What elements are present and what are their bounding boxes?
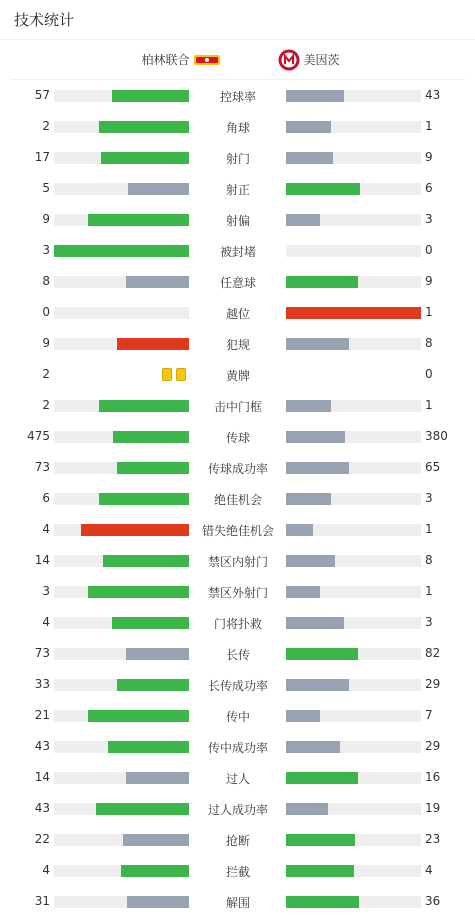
away-stat-bar-fill xyxy=(286,679,349,691)
stat-label: 越位 xyxy=(225,307,250,321)
home-stat-bar xyxy=(54,400,189,412)
stat-row xyxy=(0,80,475,111)
home-stat-value: 2 xyxy=(42,398,50,412)
stat-label: 被封堵 xyxy=(219,245,256,259)
stat-label: 过人成功率 xyxy=(207,803,268,817)
stat-label: 过人 xyxy=(225,772,250,786)
home-stat-bar-fill xyxy=(121,865,189,877)
home-stat-bar-fill xyxy=(54,245,189,257)
away-stat-value: 23 xyxy=(425,832,441,846)
page-title: 技术统计 xyxy=(14,11,75,29)
home-stat-bar-fill xyxy=(127,896,189,908)
stat-row xyxy=(0,173,475,204)
home-stat-value: 3 xyxy=(42,243,50,257)
away-stat-bar-fill xyxy=(286,834,355,846)
away-stat-value: 0 xyxy=(425,367,433,381)
home-stat-bar xyxy=(54,896,189,908)
home-stat-bar xyxy=(54,834,189,846)
stat-label: 门将扑救 xyxy=(213,617,262,631)
away-stat-bar xyxy=(286,152,421,164)
away-stat-bar xyxy=(286,803,421,815)
stat-row xyxy=(0,545,475,576)
stat-label: 长传 xyxy=(225,648,250,662)
home-stat-bar-fill xyxy=(96,803,189,815)
stat-label: 犯规 xyxy=(225,338,250,352)
home-stat-bar-fill xyxy=(126,772,189,784)
away-stat-bar xyxy=(286,307,421,319)
away-stat-bar xyxy=(286,493,421,505)
home-stat-bar-fill xyxy=(117,338,189,350)
stat-label: 射门 xyxy=(225,152,250,166)
home-stat-bar xyxy=(54,493,189,505)
away-stat-bar xyxy=(286,586,421,598)
union-berlin-logo-icon xyxy=(194,54,220,66)
away-stat-bar xyxy=(286,524,421,536)
stat-row xyxy=(0,297,475,328)
away-stat-bar xyxy=(286,462,421,474)
away-stat-bar-fill xyxy=(286,803,328,815)
home-stat-bar xyxy=(54,586,189,598)
home-stat-bar-fill xyxy=(88,710,189,722)
away-stat-bar xyxy=(286,183,421,195)
home-stat-bar-fill xyxy=(99,400,189,412)
away-stat-bar-fill xyxy=(286,276,358,288)
away-stat-value: 0 xyxy=(425,243,433,257)
home-stat-bar xyxy=(54,338,189,350)
away-stat-bar xyxy=(286,617,421,629)
away-stat-bar xyxy=(286,648,421,660)
home-yellow-cards xyxy=(162,368,186,381)
home-stat-bar xyxy=(54,865,189,877)
stat-label: 抢断 xyxy=(225,834,250,848)
away-stat-bar xyxy=(286,214,421,226)
away-stat-value: 380 xyxy=(425,429,448,443)
away-stat-value: 1 xyxy=(425,305,433,319)
mainz-logo-icon xyxy=(278,49,300,71)
away-stat-bar-fill xyxy=(286,896,359,908)
away-stat-value: 65 xyxy=(425,460,441,474)
away-stat-value: 1 xyxy=(425,584,433,598)
away-stat-bar-fill xyxy=(286,772,358,784)
away-stat-bar-fill xyxy=(286,121,331,133)
home-stat-value: 0 xyxy=(42,305,50,319)
stat-label: 长传成功率 xyxy=(207,679,268,693)
home-stat-value: 17 xyxy=(34,150,50,164)
home-stat-bar xyxy=(54,462,189,474)
stat-label: 禁区内射门 xyxy=(207,555,268,569)
stat-label: 控球率 xyxy=(219,90,256,104)
away-stat-bar-fill xyxy=(286,214,320,226)
stats-list xyxy=(0,80,475,919)
away-stat-bar-fill xyxy=(286,555,335,567)
home-stat-bar xyxy=(54,741,189,753)
away-stat-bar xyxy=(286,896,421,908)
away-stat-value: 19 xyxy=(425,801,441,815)
away-stat-value: 8 xyxy=(425,336,433,350)
home-stat-value: 6 xyxy=(42,491,50,505)
home-stat-bar xyxy=(54,648,189,660)
stat-row xyxy=(0,235,475,266)
home-stat-bar xyxy=(54,276,189,288)
stat-row xyxy=(0,514,475,545)
stats-header xyxy=(0,0,475,40)
stat-row xyxy=(0,824,475,855)
stat-label: 传中成功率 xyxy=(207,741,268,755)
home-stat-bar-fill xyxy=(123,834,189,846)
home-stat-bar-fill xyxy=(108,741,189,753)
home-stat-value: 14 xyxy=(34,770,50,784)
home-stat-value: 33 xyxy=(34,677,50,691)
stat-row xyxy=(0,700,475,731)
home-stat-bar xyxy=(54,679,189,691)
yellow-card-icon xyxy=(162,368,172,381)
away-stat-bar-fill xyxy=(286,586,320,598)
home-stat-value: 9 xyxy=(42,336,50,350)
home-stat-value: 475 xyxy=(27,429,50,443)
stat-row xyxy=(0,793,475,824)
home-stat-bar xyxy=(54,307,189,319)
stat-row xyxy=(0,328,475,359)
away-stat-value: 3 xyxy=(425,491,433,505)
home-stat-bar-fill xyxy=(99,121,189,133)
home-stat-bar-fill xyxy=(88,586,189,598)
away-stat-value: 82 xyxy=(425,646,441,660)
home-stat-value: 4 xyxy=(42,863,50,877)
home-stat-value: 22 xyxy=(34,832,50,846)
stat-row xyxy=(0,266,475,297)
home-stat-value: 21 xyxy=(34,708,50,722)
stat-row xyxy=(0,421,475,452)
stat-label: 击中门框 xyxy=(213,400,262,414)
home-stat-value: 8 xyxy=(42,274,50,288)
away-stat-value: 3 xyxy=(425,212,433,226)
home-stat-bar xyxy=(54,90,189,102)
home-team-name: 柏林联合 xyxy=(141,53,190,67)
stat-label: 黄牌 xyxy=(225,369,250,383)
home-stat-value: 43 xyxy=(34,801,50,815)
away-stat-bar-fill xyxy=(286,865,354,877)
away-stat-value: 1 xyxy=(425,119,433,133)
stat-label: 传中 xyxy=(225,710,250,724)
home-stat-bar xyxy=(54,214,189,226)
away-team-name: 美因茨 xyxy=(303,53,340,67)
home-stat-bar xyxy=(54,152,189,164)
away-stat-bar xyxy=(286,400,421,412)
away-stat-bar xyxy=(286,338,421,350)
home-stat-bar xyxy=(54,772,189,784)
home-stat-bar xyxy=(54,245,189,257)
away-stat-value: 43 xyxy=(425,88,441,102)
away-stat-bar-fill xyxy=(286,90,344,102)
stat-label: 传球成功率 xyxy=(207,462,268,476)
stat-row xyxy=(0,452,475,483)
stat-label: 任意球 xyxy=(219,276,256,290)
away-stat-bar-fill xyxy=(286,152,333,164)
stat-label: 绝佳机会 xyxy=(213,493,262,507)
home-stat-value: 43 xyxy=(34,739,50,753)
home-stat-bar-fill xyxy=(117,679,189,691)
stat-row xyxy=(0,576,475,607)
stat-label: 射偏 xyxy=(225,214,250,228)
home-stat-bar xyxy=(54,183,189,195)
home-stat-bar-fill xyxy=(112,617,189,629)
home-stat-value: 14 xyxy=(34,553,50,567)
home-stat-bar xyxy=(54,431,189,443)
stat-row xyxy=(0,142,475,173)
away-stat-bar-fill xyxy=(286,524,313,536)
away-stat-value: 7 xyxy=(425,708,433,722)
away-stat-value: 9 xyxy=(425,150,433,164)
home-stat-bar-fill xyxy=(113,431,189,443)
stat-label: 角球 xyxy=(225,121,250,135)
home-stat-bar xyxy=(54,555,189,567)
yellow-card-icon xyxy=(176,368,186,381)
stat-label: 传球 xyxy=(225,431,250,445)
home-stat-bar-fill xyxy=(112,90,189,102)
home-stat-bar xyxy=(54,121,189,133)
away-stat-bar-fill xyxy=(286,617,344,629)
away-stat-bar-fill xyxy=(286,431,345,443)
home-stat-value: 57 xyxy=(34,88,50,102)
stat-row xyxy=(0,607,475,638)
home-stat-value: 31 xyxy=(34,894,50,908)
stat-row xyxy=(0,638,475,669)
away-stat-bar-fill xyxy=(286,183,360,195)
home-stat-bar-fill xyxy=(99,493,189,505)
away-stat-bar-fill xyxy=(286,493,331,505)
stat-row xyxy=(0,855,475,886)
away-stat-bar xyxy=(286,741,421,753)
stat-row xyxy=(0,731,475,762)
away-stat-value: 29 xyxy=(425,739,441,753)
away-stat-bar xyxy=(286,245,421,257)
home-stat-bar-fill xyxy=(126,276,189,288)
stat-label: 错失绝佳机会 xyxy=(201,524,274,538)
teams-row xyxy=(10,40,465,80)
away-stat-value: 9 xyxy=(425,274,433,288)
away-stat-bar-fill xyxy=(286,338,349,350)
away-stat-value: 29 xyxy=(425,677,441,691)
away-stat-bar xyxy=(286,865,421,877)
away-stat-bar xyxy=(286,276,421,288)
home-stat-value: 73 xyxy=(34,646,50,660)
home-stat-value: 2 xyxy=(42,119,50,133)
home-team[interactable] xyxy=(10,51,238,68)
stat-row xyxy=(0,483,475,514)
stat-label: 拦截 xyxy=(225,865,250,879)
away-stat-bar xyxy=(286,772,421,784)
away-stat-value: 6 xyxy=(425,181,433,195)
stat-row xyxy=(0,669,475,700)
away-stat-value: 3 xyxy=(425,615,433,629)
away-stat-bar-fill xyxy=(286,741,340,753)
stat-row xyxy=(0,204,475,235)
home-stat-bar xyxy=(54,803,189,815)
away-stat-bar-fill xyxy=(286,710,320,722)
away-stat-value: 16 xyxy=(425,770,441,784)
home-stat-value: 3 xyxy=(42,584,50,598)
away-stat-bar xyxy=(286,834,421,846)
away-stat-bar xyxy=(286,679,421,691)
away-stat-bar-fill xyxy=(286,462,349,474)
home-stat-bar-fill xyxy=(88,214,189,226)
away-stat-value: 4 xyxy=(425,863,433,877)
home-stat-value: 9 xyxy=(42,212,50,226)
home-stat-bar-fill xyxy=(128,183,189,195)
away-stat-value: 1 xyxy=(425,522,433,536)
home-stat-value: 5 xyxy=(42,181,50,195)
away-team[interactable] xyxy=(238,49,466,71)
home-stat-bar xyxy=(54,617,189,629)
stat-row xyxy=(0,390,475,421)
home-stat-value: 73 xyxy=(34,460,50,474)
home-stat-value: 4 xyxy=(42,615,50,629)
home-stat-bar-fill xyxy=(101,152,189,164)
away-stat-bar xyxy=(286,431,421,443)
away-stat-bar-fill xyxy=(286,400,331,412)
away-stat-bar-fill xyxy=(286,307,421,319)
stat-label: 射正 xyxy=(225,183,250,197)
stat-row xyxy=(0,762,475,793)
home-stat-bar xyxy=(54,524,189,536)
away-stat-bar xyxy=(286,90,421,102)
home-stat-bar-fill xyxy=(81,524,189,536)
away-stat-bar xyxy=(286,555,421,567)
stat-row xyxy=(0,886,475,917)
home-stat-value: 2 xyxy=(42,367,50,381)
stat-label: 解围 xyxy=(225,896,250,910)
away-stat-bar-fill xyxy=(286,648,358,660)
home-stat-bar-fill xyxy=(126,648,189,660)
stat-label: 禁区外射门 xyxy=(207,586,268,600)
away-stat-value: 36 xyxy=(425,894,441,908)
stat-row xyxy=(0,359,475,390)
home-stat-bar-fill xyxy=(117,462,189,474)
away-stat-value: 1 xyxy=(425,398,433,412)
home-stat-value: 4 xyxy=(42,522,50,536)
home-stat-bar-fill xyxy=(103,555,189,567)
away-stat-bar xyxy=(286,121,421,133)
away-stat-bar xyxy=(286,710,421,722)
home-stat-bar xyxy=(54,710,189,722)
away-stat-value: 8 xyxy=(425,553,433,567)
stat-row xyxy=(0,111,475,142)
